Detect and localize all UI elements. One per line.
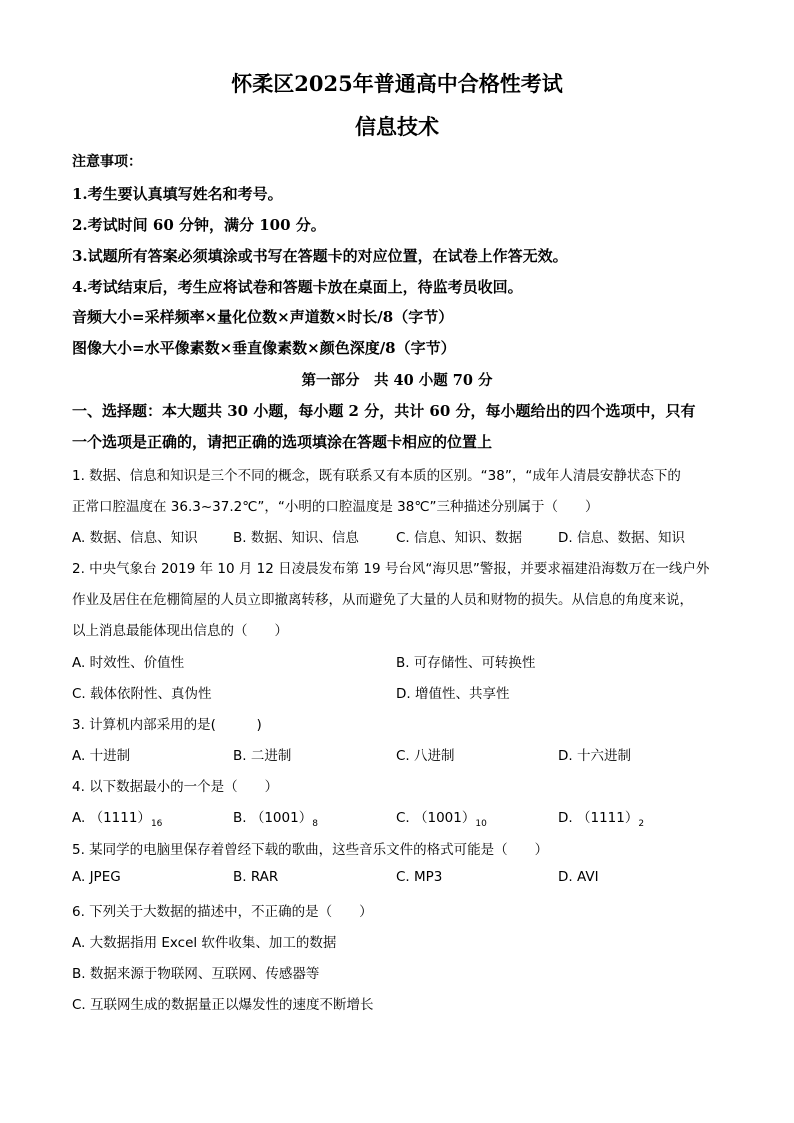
q2-stem-line2: 作业及居住在危棚简屋的人员立即撤离转移，从而避免了大量的人员和财物的损失。从信息的角度来说， — [72, 592, 693, 608]
notes-heading: 注意事项： — [72, 154, 142, 170]
q1-stem-line1: 1. 数据、信息和知识是三个不同的概念，既有联系又有本质的区别。“38”，“成年人清晨安静状态下的 — [72, 468, 681, 484]
q4-option-c — [396, 806, 487, 829]
q4-option-c-base: 10 — [475, 819, 487, 829]
part-heading: 第一部分 共 40 小题 70 分 — [301, 372, 493, 389]
q5-option-a: A. JPEG — [72, 869, 121, 885]
note-item-4: 4.考试结束后，考生应将试卷和答题卡放在桌面上，待监考员收回。 — [72, 278, 523, 296]
q1-option-d: D. 信息、数据、知识 — [558, 530, 685, 546]
q3-option-a: A. 十进制 — [72, 748, 131, 764]
q1-option-b: B. 数据、知识、信息 — [233, 530, 359, 546]
q2-option-d: D. 增值性、共享性 — [396, 686, 510, 702]
q3-stem: 3. 计算机内部采用的是( ) — [72, 717, 262, 733]
q3-option-b: B. 二进制 — [233, 748, 292, 764]
q3-option-d: D. 十六进制 — [558, 748, 631, 764]
exam-title: 怀柔区2025年普通高中合格性考试 — [231, 71, 563, 96]
q5-stem: 5. 某同学的电脑里保存着曾经下载的歌曲，这些音乐文件的格式可能是（ ） — [72, 842, 549, 858]
note-item-2: 2.考试时间 60 分钟，满分 100 分。 — [72, 216, 326, 234]
note-item-1: 1.考生要认真填写姓名和考号。 — [72, 185, 283, 203]
q4-option-d-base: 2 — [638, 819, 645, 829]
q4-option-b-base: 8 — [312, 819, 318, 829]
q5-option-d: D. AVI — [558, 869, 599, 885]
q5-option-c: C. MP3 — [396, 869, 443, 885]
q6-option-a: A. 大数据指用 Excel 软件收集、加工的数据 — [72, 935, 337, 951]
q4-option-a-base: 16 — [150, 819, 163, 829]
q2-stem-line1: 2. 中央气象台 2019 年 10 月 12 日凌晨发布第 19 号台风“海贝思”警报，并要求福建沿海数万在一线户外 — [72, 561, 710, 577]
q4-option-d-label: D. （1111） — [558, 810, 639, 826]
q1-option-c: C. 信息、知识、数据 — [396, 530, 523, 546]
note-item-3: 3.试题所有答案必须填涂或书写在答题卡的对应位置，在试卷上作答无效。 — [72, 247, 568, 265]
q4-option-b-label: B. （1001） — [233, 810, 313, 826]
section-instructions-line1: 一、选择题：本大题共 30 小题，每小题 2 分，共计 60 分，每小题给出的四个选项中，只有 — [72, 402, 696, 420]
q6-option-b: B. 数据来源于物联网、互联网、传感器等 — [72, 966, 320, 982]
q2-option-b: B. 可存储性、可转换性 — [396, 655, 536, 671]
q6-stem: 6. 下列关于大数据的描述中，不正确的是（ ） — [72, 904, 373, 920]
q2-stem-line3: 以上消息最能体现出信息的（ ） — [72, 623, 288, 639]
q2-option-c: C. 载体依附性、真伪性 — [72, 686, 212, 702]
q1-option-a: A. 数据、信息、知识 — [72, 530, 198, 546]
q4-option-b — [233, 806, 318, 829]
q2-option-a: A. 时效性、价值性 — [72, 655, 185, 671]
q6-option-c: C. 互联网生成的数据量正以爆发性的速度不断增长 — [72, 997, 374, 1013]
q3-option-c: C. 八进制 — [396, 748, 455, 764]
audio-formula: 音频大小=采样频率×量化位数×声道数×时长/8（字节） — [72, 308, 454, 326]
section-instructions-line2: 一个选项是正确的，请把正确的选项填涂在答题卡相应的位置上 — [72, 433, 493, 451]
q1-stem-line2: 正常口腔温度在 36.3~37.2℃”，“小明的口腔温度是 38℃”三种描述分别属于（ ） — [72, 499, 599, 515]
q5-option-b: B. RAR — [233, 869, 279, 885]
subject-title: 信息技术 — [355, 114, 439, 139]
q4-option-c-label: C. （1001） — [396, 810, 476, 826]
q4-option-d — [558, 806, 644, 829]
q4-option-a — [72, 806, 162, 829]
q4-option-a-label: A. （1111） — [72, 810, 151, 826]
q4-stem: 4. 以下数据最小的一个是（ ） — [72, 779, 279, 795]
image-formula: 图像大小=水平像素数×垂直像素数×颜色深度/8（字节） — [72, 339, 456, 357]
